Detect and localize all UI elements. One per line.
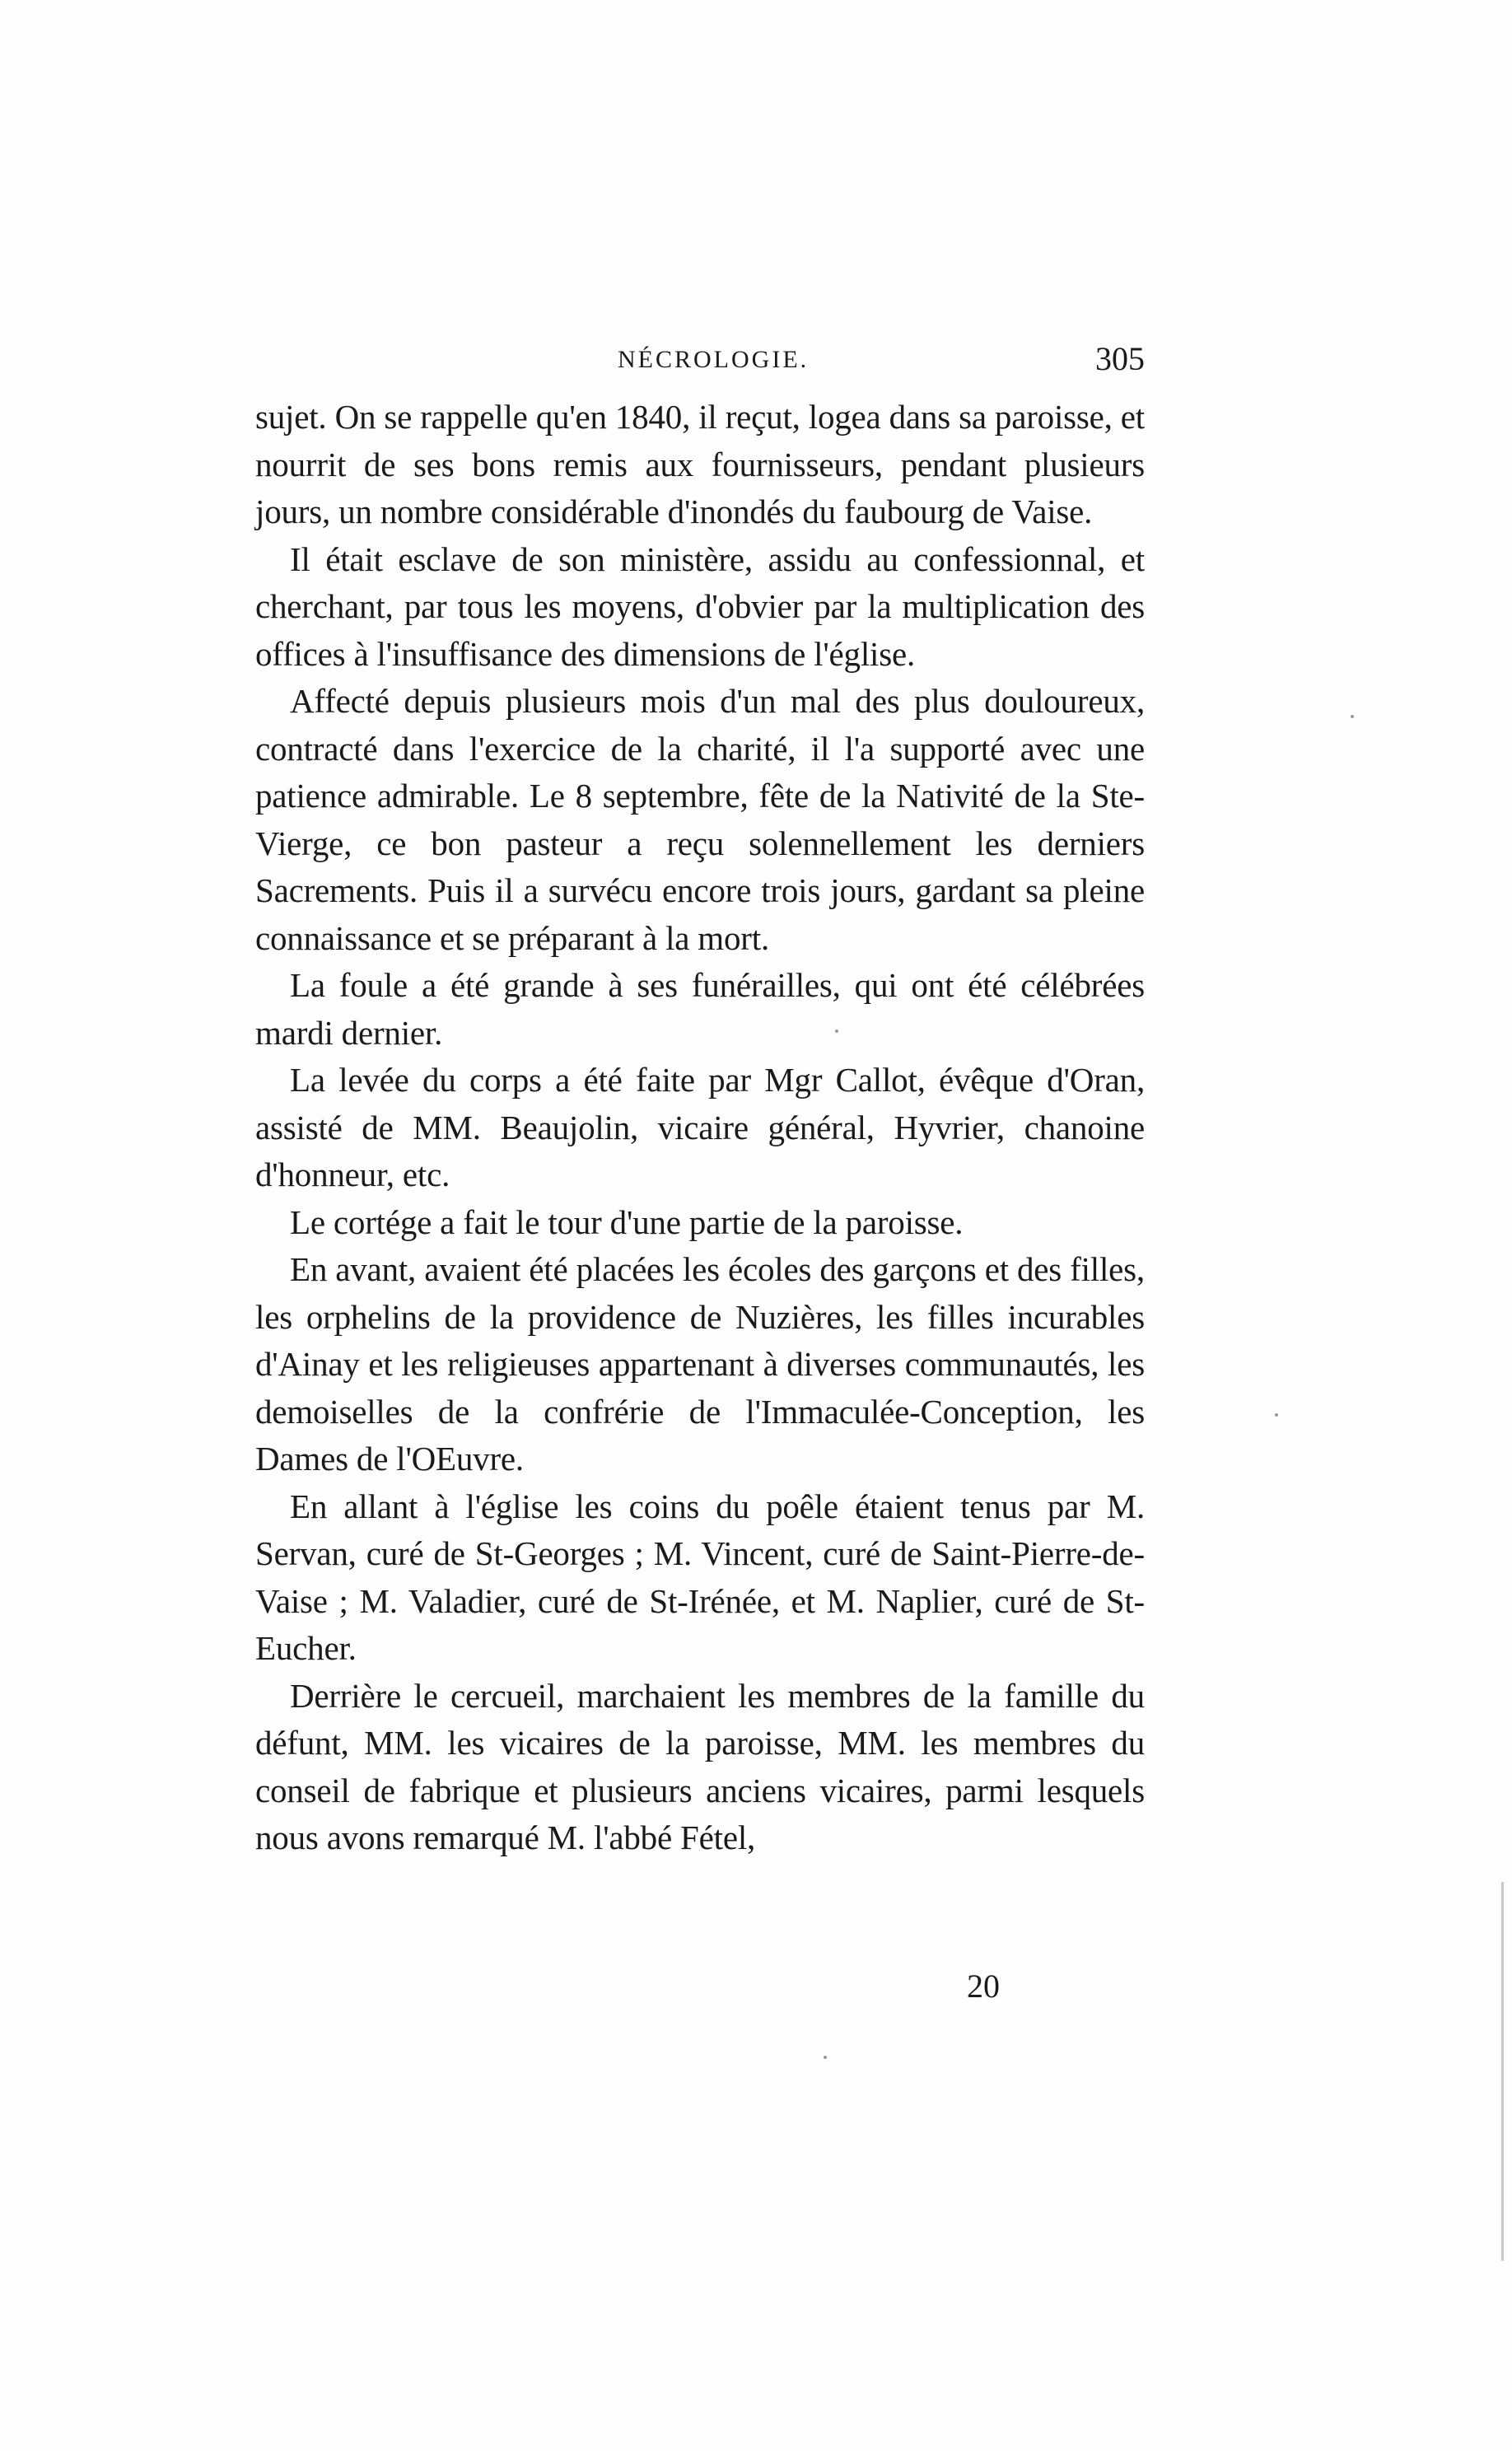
page-number: 305 [1095, 340, 1145, 377]
paragraph-illness: Affecté depuis plusieurs mois d'un mal des plus douloureux, contracté dans l'exercice de la charité, il l'a supporté avec une patience admirable. Le 8 septembre, fête de la Nativité de la Ste-Vierge, ce bon pasteur a reçu solennellement les derniers Sacrements. Puis il a survécu encore trois jours, gardant sa pleine connaissance et se préparant à la mort. [255, 682, 1145, 957]
paragraph-levee: La levée du corps a été faite par Mgr Callot, évêque d'Oran, assisté de MM. Beaujolin, vicaire général, Hyvrier, chanoine d'honneur, etc. [255, 1061, 1145, 1193]
paragraph-funeral-crowd: La foule a été grande à ses funérailles, qui ont été célébrées mardi dernier. [255, 966, 1145, 1052]
signature-mark: 20 [967, 1968, 1000, 2005]
scan-speck [835, 1029, 838, 1033]
paragraph-pall-bearers: En allant à l'église les coins du poêle étaient tenus par M. Servan, curé de St-Georges ; M. Vincent, curé de Saint-Pierre-de-Vaise ; M. Valadier, curé de St-Irénée, et M. Naplier, curé de St-Eucher. [255, 1487, 1145, 1667]
paragraph-procession-front: En avant, avaient été placées les écoles des garçons et des filles, les orphelins de la providence de Nuzières, les filles incurables d'Ainay et les religieuses appartenant à diverses communautés, les demoiselles de la confrérie de l'Immaculée-Conception, les Dames de l'OEuvre. [255, 1250, 1145, 1478]
scan-speck [1351, 715, 1354, 718]
paragraph-behind-coffin: Derrière le cercueil, marchaient les membres de la famille du défunt, MM. les vicaires de la paroisse, MM. les membres du conseil de fabrique et plusieurs anciens vicaires, parmi lesquels nous avons remarqué M. l'abbé Fétel, [255, 1676, 1145, 1856]
paragraph-ministry: Il était esclave de son ministère, assidu au confessionnal, et cherchant, par tous les moyens, d'obvier par la multiplication des offices à l'insuffisance des dimensions de l'église. [255, 539, 1145, 673]
running-head [255, 338, 1145, 387]
paragraph-continuation: sujet. On se rappelle qu'en 1840, il reçut, logea dans sa paroisse, et nourrit de ses bons remis aux fournisseurs, pendant plusieurs jours, un nombre considérable d'inondés du faubourg de Vaise. [255, 398, 1145, 530]
paragraph-cortege: Le cortége a fait le tour d'une partie de la paroisse. [290, 1202, 964, 1241]
scan-speck [824, 2056, 827, 2059]
running-title: NÉCROLOGIE. [618, 346, 810, 373]
scan-speck [1275, 1413, 1278, 1417]
body-text [255, 394, 1145, 1862]
scan-edge-line [1501, 1882, 1504, 2261]
